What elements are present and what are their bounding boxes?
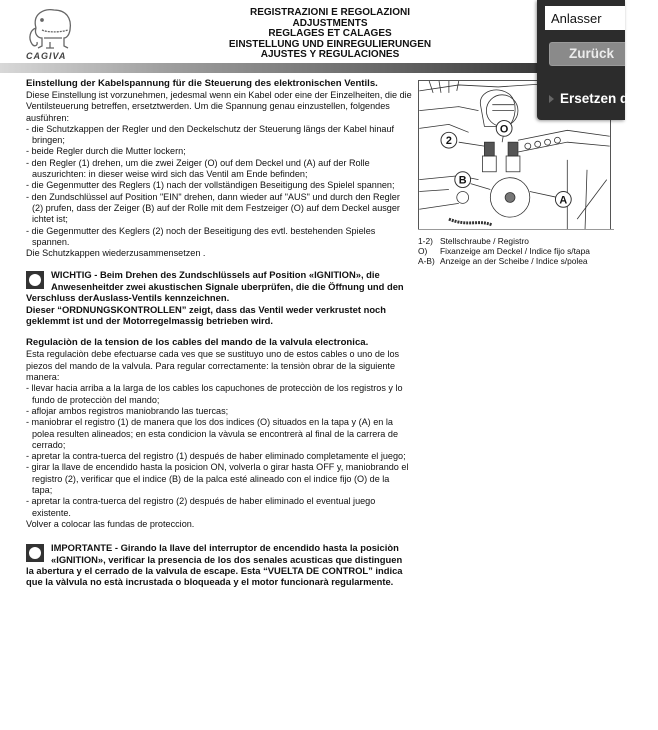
german-step: - den Regler (1) drehen, um die zwei Zeiger (O) ouf dem Deckel und (A) auf der Rolle auszurichten: in dieser weise wird sich das Ventil am Ende befinden; [26,157,370,180]
title-spanish: AJUSTES Y REGULACIONES [260,49,400,60]
spanish-heading: Regulaciòn de la tension de los cables del mando de la valvula electronica. [26,337,369,349]
spanish-closing: Volver a colocar las fundas de proteccion. [26,518,195,529]
document-body [26,78,412,588]
spanish-step: - apretar la contra-tuerca del registro (2) después de haber eliminado el eventual juego existente. [26,496,376,518]
title-italian: REGISTRAZIONI E REGOLAZIONI [249,7,410,18]
logo-text: CAGIVA [26,51,67,61]
german-step: - beide Regler durch die Mutter lockern; [26,146,186,157]
figure-caption [418,236,618,267]
disclosure-triangle-icon [549,95,554,103]
german-intro: Diese Einstellung ist vorzunehmen, jedesmal wenn ein Kabel oder eine der Einzelheiten, die die Ventilsteuerung betreffen, ersetztwerden. Um die Spannung genau einzustellen, folgendes ausführen: [26,90,412,123]
find-replace-panel [537,0,658,120]
title-english: ADJUSTMENTS [292,17,368,29]
caption-row: 1-2) Stellschraube / Registro [418,236,529,246]
caption-row: A-B) Anzeige an der Scheibe / Indice s/polea [418,256,588,267]
german-step: - den Zundschlüssel auf Position "EIN" drehen, dann wieder auf "AUS" und durch den Regler (2) prufen, dass der Zeiger (B) auf der Rolle mit dem Festzeiger (O) auf dem Deckel ausger ichtet ist; [26,191,400,225]
spanish-step: - llevar hacia arriba a la larga de los cables los capuchones de protecciòn de los registros y lo fundo de protecciòn del mando; [26,383,403,405]
german-warning [26,269,412,303]
header-divider-bar [0,63,537,73]
title-german: EINSTELLUNG UND EINREGULIERUNGEN [228,38,432,50]
spanish-intro: Esta regulaciòn debe efectuarse cada ves que se sustituyo uno de estos cables o uno de los piezos del mando de la valvula. Para regular correctamente: la tensiòn obrar de la siguiente manera: [26,349,400,383]
section-titles [190,8,470,61]
german-step: - die Gegenmutter des Keglers (2) noch der Beseitigung des evtl. bestehenden Spieles spannen. [26,225,376,247]
replace-label: Ersetzen durch [560,91,658,106]
german-warning-note: Dieser “ORDNUNGSKONTROLLEN” zeigt, dass das Ventil weder verkrustet noch geklemmt ist und der Motorregelmassig betrieben wird. [26,303,386,327]
spanish-step: - girar la llave de encendido hasta la posicion ON, volverla o girar hasta OFF y, maniobrando el registro (2), verificar que el indice (B) de la palca esté alineado con el indice fijo (O) de la tapa; [26,462,409,496]
find-input[interactable] [545,6,625,30]
german-closing: Die Schutzkappen wiederzusammensetzen . [26,248,206,259]
callout-b: B [458,174,467,187]
caption-row: O) Fixanzeige am Deckel / Indice fijo s/tapa [418,246,590,257]
callout-a: A [559,194,568,207]
spanish-step: - aflojar ambos registros maniobrando las tuercas; [26,405,229,416]
german-step: - die Schutzkappen der Regler und den Deckelschutz der Steuerung längs der Kabel hinauf bringen; [26,123,395,146]
callout-o: O [499,123,509,136]
back-button[interactable]: Zurück [549,42,625,66]
warning-icon [26,544,44,562]
spanish-step: - maniobrar el registro (1) de manera que los dos indices (O) situados en la tapa y (A) en la polea resulten alineados; en esta condicion la vàvula se encontrerà al final de la carrera de cerrado; [26,417,399,450]
page-header [0,0,537,63]
replace-label-box [560,90,658,108]
cagiva-elephant-logo [22,6,78,62]
figure-divider [418,229,614,230]
title-french: REGLAGES ET CALAGES [268,28,392,39]
spanish-warning [26,542,412,588]
replace-toggle[interactable] [549,90,658,108]
spanish-warning-text: IMPORTANTE - Girando la llave del interruptor de encendido hasta la posiciòn «IGNITION», verificar la presencia de los dos senales acusticas que distinguen la abertura y el cerrado de la valvula de escape. Esta “VUELTA DE CONTROL” indica que la vàlvula no està incrustada o bloqueada y el motor funcionarà regularmente. [26,542,403,588]
german-warning-text: WICHTIG - Beim Drehen des Zundschlüssels auf Position «IGNITION», die Anwesenheitder zwei akustischen Signale uberprüfen, die die Öffnung und den Verschluss derAuslass-Ventils kennzeichnen. [26,269,404,304]
german-heading: Einstellung der Kabelspannung für die Steuerung des elektronischen Ventils. [26,78,378,89]
warning-icon [26,271,44,289]
spanish-step: - apretar la contra-tuerca del registro (1) después de haber eliminado completamente el juego; [26,451,406,462]
german-step: - die Gegenmutter des Reglers (1) nach der vollständigen Beseitigung des Spielel spannen; [26,180,395,191]
callout-2: 2 [445,135,452,148]
